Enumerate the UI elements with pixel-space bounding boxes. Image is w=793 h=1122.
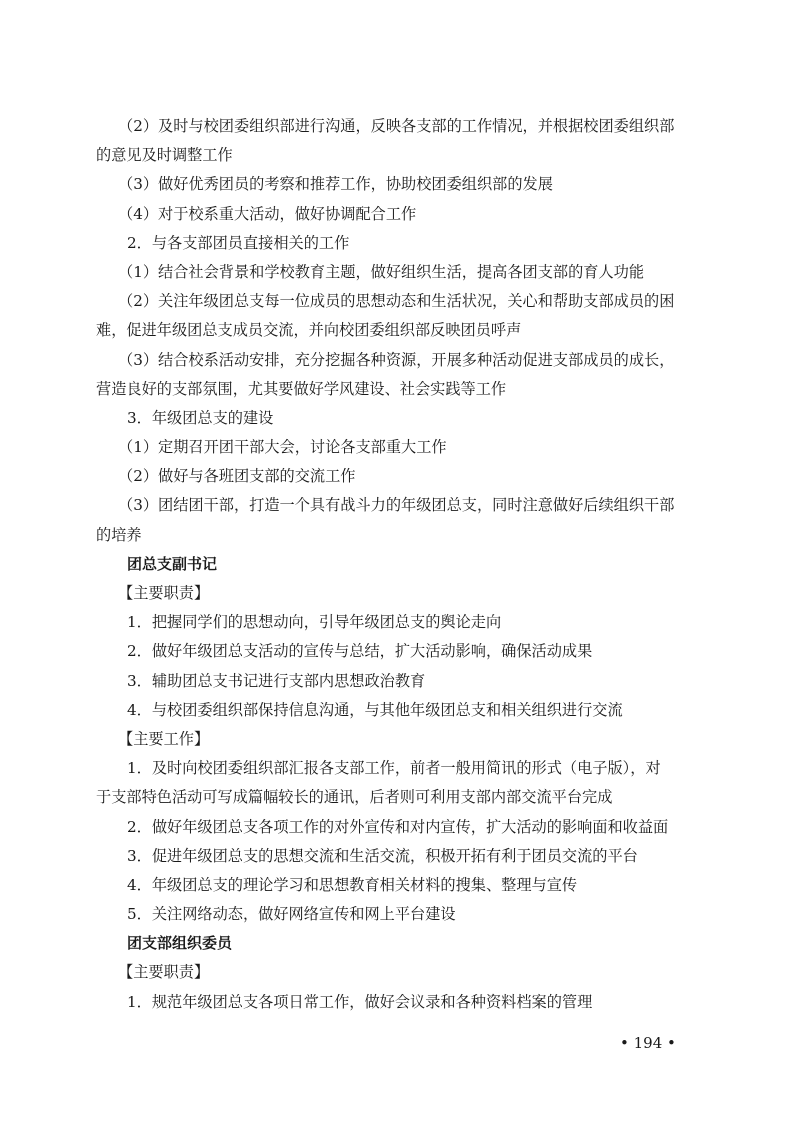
paragraph-line: （3）结合校系活动安排，充分挖掘各种资源，开展多种活动促进支部成员的成长， xyxy=(118,350,675,369)
subsection-label: 【主要职责】 xyxy=(118,963,210,982)
paragraph-line: 的意见及时调整工作 xyxy=(96,146,233,165)
paragraph-line: 营造良好的支部氛围，尤其要做好学风建设、社会实践等工作 xyxy=(96,379,507,398)
list-item: 2．做好年级团总支各项工作的对外宣传和对内宣传，扩大活动的影响面和收益面 xyxy=(127,817,669,836)
subsection-label: 【主要工作】 xyxy=(118,729,210,748)
paragraph-line: 的培养 xyxy=(96,525,142,544)
paragraph-line: （3）做好优秀团员的考察和推荐工作，协助校团委组织部的发展 xyxy=(118,175,553,194)
paragraph-line: （2）做好与各班团支部的交流工作 xyxy=(118,467,356,486)
section-item: 2．与各支部团员直接相关的工作 xyxy=(127,233,350,252)
list-item: 4．与校团委组织部保持信息沟通，与其他年级团总支和相关组织进行交流 xyxy=(127,700,623,719)
list-item: 4．年级团总支的理论学习和思想教育相关材料的搜集、整理与宣传 xyxy=(127,875,578,894)
paragraph-line: （2）及时与校团委组织部进行沟通，反映各支部的工作情况，并根据校团委组织部 xyxy=(118,117,675,135)
paragraph-line: （1）结合社会背景和学校教育主题，做好组织生活，提高各团支部的育人功能 xyxy=(118,262,645,281)
list-item: 1．及时向校团委组织部汇报各支部工作，前者一般用简讯的形式（电子版），对 xyxy=(127,759,661,778)
paragraph-line: （2）关注年级团总支每一位成员的思想动态和生活状况，关心和帮助支部成员的困 xyxy=(118,292,675,311)
section-heading: 团总支副书记 xyxy=(127,554,218,573)
list-item: 5．关注网络动态，做好网络宣传和网上平台建设 xyxy=(127,905,456,924)
list-item: 2．做好年级团总支活动的宣传与总结，扩大活动影响，确保活动成果 xyxy=(127,642,593,661)
body-text xyxy=(96,112,712,1017)
list-item: 3．促进年级团总支的思想交流和生活交流，积极开拓有利于团员交流的平台 xyxy=(127,846,638,865)
page-number: • 194 • xyxy=(620,1034,676,1052)
section-item: 3．年级团总支的建设 xyxy=(127,408,274,427)
subsection-label: 【主要职责】 xyxy=(118,584,210,602)
paragraph-line: 难，促进年级团总支成员交流，并向校团委组织部反映团员呼声 xyxy=(96,321,522,340)
list-item: 3．辅助团总支书记进行支部内思想政治教育 xyxy=(127,671,426,690)
paragraph-line: （3）团结团干部，打造一个具有战斗力的年级团总支，同时注意做好后续组织干部 xyxy=(118,496,675,515)
section-heading: 团支部组织委员 xyxy=(127,934,233,953)
paragraph-line: 于支部特色活动可写成篇幅较长的通讯，后者则可利用支部内部交流平台完成 xyxy=(96,788,613,807)
list-item: 1．规范年级团总支各项日常工作，做好会议录和各种资料档案的管理 xyxy=(127,992,593,1011)
list-item: 1．把握同学们的思想动向，引导年级团总支的舆论走向 xyxy=(127,613,502,632)
paragraph-line: （4）对于校系重大活动，做好协调配合工作 xyxy=(118,204,417,223)
paragraph-line: （1）定期召开团干部大会，讨论各支部重大工作 xyxy=(118,438,447,457)
